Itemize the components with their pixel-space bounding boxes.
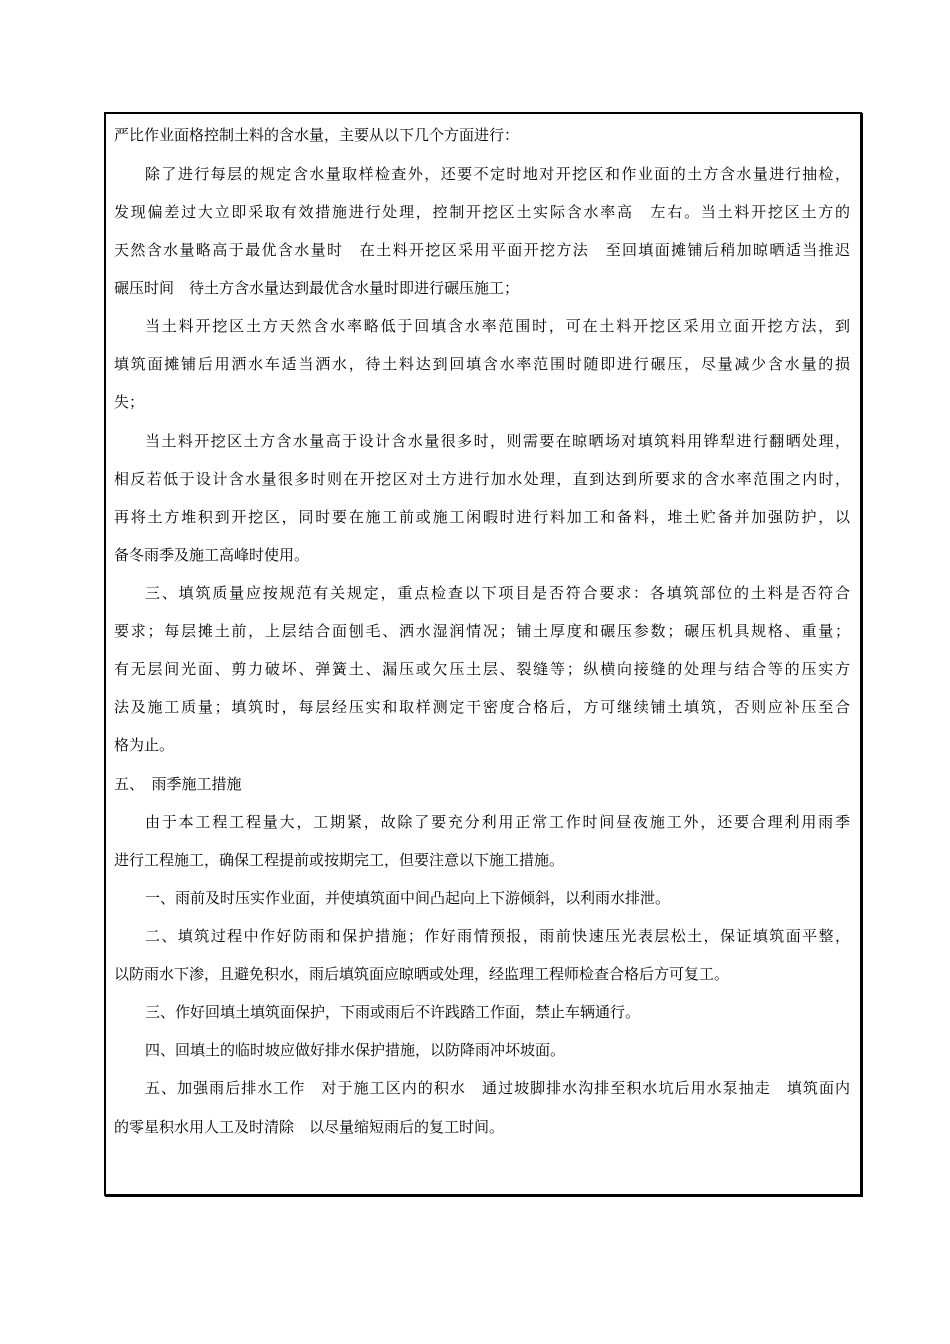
document-frame	[104, 112, 862, 1196]
text-line: 除了进行每层的规定含水量取样检查外，还要不定时地对开挖区和作业面的土方含水量进行抽检，	[145, 165, 850, 183]
text-line: 由于本工程工程量大，工期紧，故除了要充分利用正常工作时间昼夜施工外，还要合理利用雨季	[145, 813, 850, 831]
text-line: 三、作好回填土填筑面保护，下雨或雨后不许践踏工作面，禁止车辆通行。	[145, 1003, 641, 1021]
text-line: 当土料开挖区土方天然含水率略低于回填含水率范围时，可在土料开挖区采用立面开挖方法，到	[145, 317, 850, 335]
text-line: 二、填筑过程中作好防雨和保护措施；作好雨情预报，雨前快速压光表层松土，保证填筑面平整，	[145, 927, 850, 945]
text-line: 一、雨前及时压实作业面，并使填筑面中间凸起向上下游倾斜，以利雨水排泄。	[145, 889, 671, 907]
text-line: 四、回填土的临时坡应做好排水保护措施，以防降雨冲坏坡面。	[145, 1041, 566, 1059]
text-line: 相反若低于设计含水量很多时则在开挖区对土方进行加水处理，直到达到所要求的含水率范围之内时，	[114, 470, 850, 488]
section-heading: 五、 雨季施工措施	[114, 775, 242, 793]
text-line: 格为止。	[114, 736, 175, 754]
text-line: 填筑面摊铺后用洒水车适当洒水，待土料达到回填含水率范围时随即进行碾压，尽量减少含水量的损	[114, 355, 850, 373]
text-line: 的零星积水用人工及时清除 以尽量缩短雨后的复工时间。	[114, 1118, 505, 1136]
text-line: 三、填筑质量应按规范有关规定，重点检查以下项目是否符合要求：各填筑部位的土料是否符合	[145, 584, 850, 602]
text-line: 有无层间光面、剪力破坏、弹簧土、漏压或欠压土层、裂缝等；纵横向接缝的处理与结合等的压实方	[114, 660, 850, 678]
text-line: 五、加强雨后排水工作 对于施工区内的积水 通过坡脚排水沟排至积水坑后用水泵抽走 填筑面内	[145, 1079, 850, 1097]
text-line: 进行工程施工，确保工程提前或按期完工，但要注意以下施工措施。	[114, 851, 565, 869]
text-line: 要求；每层摊土前，上层结合面刨毛、洒水湿润情况；铺土厚度和碾压参数；碾压机具规格、重量；	[114, 622, 850, 640]
text-line: 失；	[114, 393, 145, 411]
text-line: 当土料开挖区土方含水量高于设计含水量很多时，则需要在晾晒场对填筑料用铧犁进行翻晒处理，	[145, 432, 850, 450]
text-line: 发现偏差过大立即采取有效措施进行处理，控制开挖区土实际含水率高 左右。当土料开挖区土方的	[114, 203, 850, 221]
text-line: 再将土方堆积到开挖区，同时要在施工前或施工闲暇时进行料加工和备料，堆土贮备并加强防护，以	[114, 508, 850, 526]
text-line: 以防雨水下渗，且避免积水，雨后填筑面应晾晒或处理，经监理工程师检查合格后方可复工。	[114, 965, 730, 983]
text-line: 天然含水量略高于最优含水量时 在土料开挖区采用平面开挖方法 至回填面摊铺后稍加晾晒适当推迟	[114, 241, 850, 259]
text-line: 严比作业面格控制土料的含水量，主要从以下几个方面进行：	[114, 126, 520, 144]
text-line: 碾压时间 待土方含水量达到最优含水量时即进行碾压施工；	[114, 279, 520, 297]
text-line: 备冬雨季及施工高峰时使用。	[114, 546, 310, 564]
text-line: 法及施工质量；填筑时，每层经压实和取样测定干密度合格后，方可继续铺土填筑，否则应补压至合	[114, 698, 850, 716]
